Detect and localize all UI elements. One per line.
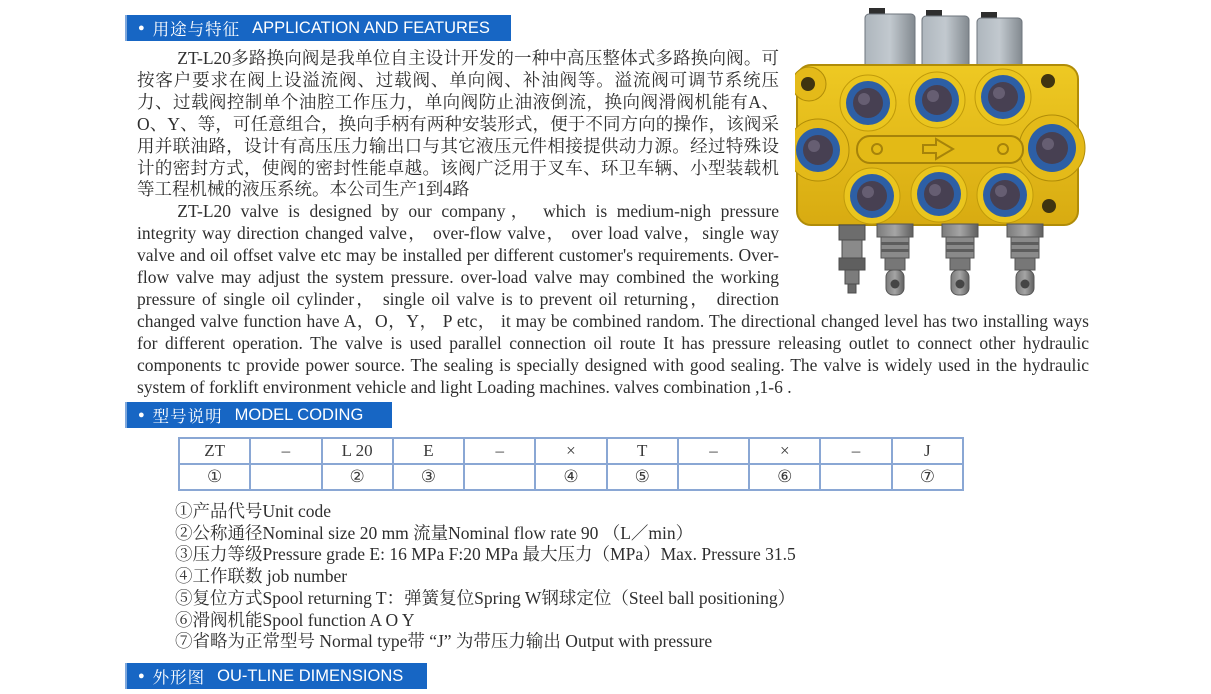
model-code-row <box>179 438 963 464</box>
index-cell <box>250 464 321 490</box>
code-cell: – <box>464 438 535 464</box>
note-line: ⑤复位方式Spool returning T：弹簧复位Spring W钢球定位（Steel ball positioning） <box>175 587 796 608</box>
note-line: ⑦省略为正常型号 Normal type带 “J” 为带压力输出 Output with pressure <box>175 631 713 652</box>
code-cell: × <box>535 438 606 464</box>
features-paragraph-chinese: ZT-L20多路换向阀是我单位自主设计开发的一种中高压整体式多路换向阀。可按客户要求在阀上设溢流阀、过载阀、单向阀、补油阀等。溢流阀可调节系统压力、过载阀控制单个油腔工作压力，单向阀防止油液倒流，换向阀滑阀机能有A、O、Y、等，可任意组合，换向手柄有两种安装形式，便于不同方向的操作，该阀采用并联油路，设计有高压压力输出口与其它液压元件相接提供动力源。经过特殊设计的密封方式，使阀的密封性能卓越。该阀广泛用于叉车、环卫车辆、小型装载机等工程机械的液压系统。本公司生产1到4路 <box>137 48 779 200</box>
index-cell <box>678 464 749 490</box>
section-header-model-coding <box>125 402 392 428</box>
code-cell: E <box>393 438 464 464</box>
section-title-zh: 用途与特征 <box>152 21 241 39</box>
note-line: ④工作联数 job number <box>175 566 348 587</box>
section-header-outline <box>125 663 427 689</box>
model-coding-table <box>178 437 964 491</box>
note-line: ③压力等级Pressure grade E: 16 MPa F:20 MPa 最大压力（MPa）Max. Pressure 31.5 <box>175 544 796 565</box>
note-line: ⑥滑阀机能Spool function A O Y <box>175 609 415 630</box>
index-cell: ② <box>322 464 393 490</box>
section-title-zh: 型号说明 <box>152 408 223 426</box>
model-coding-notes <box>175 501 1115 653</box>
code-cell: T <box>607 438 678 464</box>
section-title-en: APPLICATION AND FEATURES <box>252 18 490 37</box>
features-paragraph-english: ZT-L20 valve is designed by our company， which is medium-nigh pressure integrity way direction changed valve， over-flow valve， over load valve，single way valve and oil offset valve etc may be installed per different customer's requirements. Over-flow valve may adjust the system pressure. over-load valve may combined the working pressure of single oil cylinder， single oil valve is to prevent oil returning， direction changed valve function have A，O，Y， P etc， it may be combined random. The directional changed level has two installing ways for different operation. The valve is used parallel connection oil route It has pressure releasing outlet to connect other hydraulic components tc provide power source. The sealing is specially designed with good sealing. The valve is widely used in the hydraulic system of forklift environment vehicle and light Loading machines. valves combination ,1-6 . <box>137 201 1089 397</box>
code-cell: – <box>820 438 891 464</box>
section-title-zh: 外形图 <box>152 669 206 687</box>
code-cell: – <box>250 438 321 464</box>
note-line: ①产品代号Unit code <box>175 501 332 521</box>
code-cell: L 20 <box>322 438 393 464</box>
code-cell: × <box>749 438 820 464</box>
bullet-icon: ● <box>138 408 145 421</box>
model-index-row <box>179 464 963 490</box>
code-cell: – <box>678 438 749 464</box>
index-cell <box>464 464 535 490</box>
valve-spools <box>839 224 1043 295</box>
valve-photo <box>795 8 1095 305</box>
note-line: ②公称通径Nominal size 20 mm 流量Nominal flow rate 90 （L／min） <box>175 522 694 543</box>
index-cell: ④ <box>535 464 606 490</box>
index-cell: ⑥ <box>749 464 820 490</box>
index-cell: ③ <box>393 464 464 490</box>
valve-arrow-slot <box>857 136 1023 163</box>
index-cell: ① <box>179 464 250 490</box>
code-cell: J <box>892 438 963 464</box>
code-cell: ZT <box>179 438 250 464</box>
index-cell: ⑦ <box>892 464 963 490</box>
index-cell <box>820 464 891 490</box>
bullet-icon: ● <box>138 21 145 34</box>
index-cell: ⑤ <box>607 464 678 490</box>
section-title-en: MODEL CODING <box>234 405 364 424</box>
section-title-en: OU-TLINE DIMENSIONS <box>217 666 404 685</box>
bullet-icon: ● <box>138 669 145 682</box>
section-header-features <box>125 15 511 41</box>
